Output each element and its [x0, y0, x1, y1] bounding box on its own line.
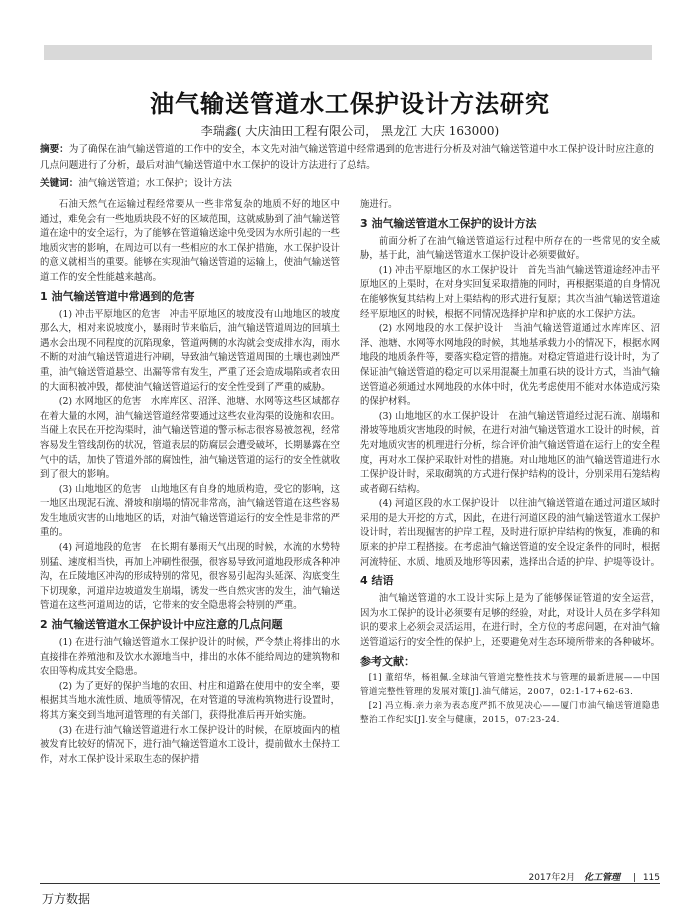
continued-text: 施进行。 — [360, 199, 398, 210]
reference-2: [2] 冯立梅.亲力亲为表态度严抓不放见决心——厦门市油气输送管道隐患整治工作纪实[J].安全与健康，2015，07:23-24. — [360, 701, 660, 726]
section-2-paragraph-1: (1) 在进行油气输送管道水工保护设计的时候，严令禁止将排出的水直接排在养殖池和及饮水水源地当中，排出的水体不能给周边的建筑物和农田等构成其安全隐患。 — [40, 637, 341, 678]
page-number: 115 — [642, 873, 660, 883]
right-column — [360, 198, 660, 727]
section-4-paragraph: 油气输送管道的水工设计实际上是为了能够保证管道的安全运营，因为水工保护的设计必须要有足够的经验，对此，对设计人员在多学科知识的要求上必须会灵活运用，在进行时，全方位的考虑问题，在对油气输送管道运行的安全性的保护上，还要避免对生态环境所带来的各种破坏。 — [360, 593, 661, 649]
section-3-paragraph-4: (4) 河道区段的水工保护设计 以往油气输送管道在通过河道区域时采用的是大开挖的方式，因此，在进行河道区段的油气输送管道水工保护设计时，若出现掘害的护岸工程，及时进行原护岸结构的恢复，准确的和原来的护岸工程搭接。在考虑油气输送管道的安全设定条件的同时，根据河流特征、水质、地质及地形等因素，选择出合适的护岸、护堤等设计。 — [360, 498, 661, 568]
section-3-intro: 前面分析了在油气输送管道运行过程中所存在的一些常见的安全威胁，基于此，油气输送管道水工保护设计必须要做好。 — [360, 235, 660, 262]
references-heading: 参考文献： — [360, 654, 415, 668]
author-line: 李瑞鑫( 大庆油田工程有限公司， 黑龙江 大庆 163000) — [200, 124, 500, 138]
section-4-heading: 4 结语 — [360, 574, 394, 588]
keywords-text: 油气输送管道；水工保护；设计方法 — [78, 178, 232, 189]
keywords-label: 关键词： — [40, 178, 79, 189]
section-3-paragraph-1: (1) 冲击平原地区的水工保护设计 首先当油气输送管道途经冲击平原地区的上渠时，在对身实回复采取措施的同时，再根据渠道的自身情况在能够恢复其结构上对上渠结构的形式进行复原；其次当油气输送管道途经平原地区的时候，根据不同情况选择护岸和护底的水工保护方法。 — [360, 264, 661, 320]
section-1-paragraph-4: (4) 河道地段的危害 在长期有暴雨天气出现的时候，水流的水势特别猛、速度相当快，再加上冲刷性很强，很容易导致河道地段形成各种冲沟，在丘陵地区冲沟的形成特别的常见，很容易引起沟头延深、沟底变生下切现象，河道岸边坡道发生崩塌，诱发一些自然灾害的发生，油气输送管道在这些河道周边的话，它带来的安全隐患将会特别的严重。 — [40, 542, 341, 612]
section-3-paragraph-2: (2) 水网地段的水工保护设计 当油气输送管道通过水库库区、沼泽、池塘、水网等水网地段的时候，其地基承载力小的情况下，根据水网地段的地质条件等，要落实稳定管的措施。对稳定管道进行设计时，为了保证油气输送管道的稳定可以采用混凝土加重石块的设计方式，当油气输送管道必须通过水网地段的水体中时，优先考虑使用不能对水体造成污染的保护材料。 — [360, 323, 661, 408]
section-3-paragraph-3: (3) 山地地区的水工保护设计 在油气输送管道经过泥石流、崩塌和滑坡等地质灾害地段的时候，在进行对油气输送管道水工设计的时候，首先对地质灾害的机理进行分析，综合评价油气输送管道在运行上的安全程度，再对水工保护采取针对性的措施。对山地地区的油气输送管道进行水工保护设计时，采取砌筑的方式进行保护结构的设计，分别采用石笼结构或者砌石结构。 — [360, 410, 661, 495]
reference-1: [1] 董绍华，杨祖佩.全球油气管道完整性技术与管理的最新进展——中国管道完整性管理的发展对策[J].油气储运，2007，02:1-17+62-63. — [360, 673, 660, 698]
header-bar — [44, 45, 652, 60]
section-2-heading: 2 油气输送管道水工保护设计中应注意的几点问题 — [40, 618, 283, 632]
footer-rule — [40, 883, 660, 884]
section-1-heading: 1 油气输送管道中常遇到的危害 — [40, 289, 195, 303]
intro-paragraph: 石油天然气在运输过程经常要从一些非常复杂的地质不好的地区中通过，难免会有一些地质块段不好的区域范围，这就威胁到了油气输送管道在途中的安全运行，为了能够在管道输送途中免受因为水所引起的一些地质灾害的影响，在周边可以有一些相应的水工保护措施，水工保护设计的意义就相当的重要。能够在实现油气输送管道的运输上，使油气输送管道工作的安全性能越来越高。 — [40, 199, 341, 283]
journal-name: 化工管理 — [584, 873, 621, 883]
source-watermark: 万方数据 — [42, 892, 91, 906]
article-title: 油气输送管道水工保护设计方法研究 — [150, 90, 550, 118]
section-1-paragraph-3: (3) 山地地区的危害 山地地区有自身的地质构造，受它的影响，这一地区出现泥石流、滑坡和崩塌的情况非常高，油气输送管道在这些容易发生地质灾害的山地地区的话，对油气输送管道运行的安全性是非常的严重的。 — [40, 483, 341, 539]
left-column — [40, 198, 340, 767]
page-footer — [528, 870, 660, 883]
abstract — [40, 142, 660, 174]
abstract-label: 摘要： — [40, 144, 69, 155]
section-1-paragraph-1: (1) 冲击平原地区的危害 冲击平原地区的坡度没有山地地区的坡度那么大，相对来说坡度小，暴雨时节来临后，油气输送管道周边的回填土遇水会出现不同程度的沉陷现象，管道两侧的水沟就会变成排水沟，雨水不断的对油气输送管道进行冲刷，导致油气输送管道周围的土壤也剥蚀严重，油气输送管道悬空、出漏等常有发生，严重了还会造成塌陷或者农田的大面积被冲毁，都使油气输送管道运行的安全性受到了严重的威胁。 — [40, 308, 341, 393]
footer-date: 2017年2月 — [528, 873, 576, 883]
section-1-paragraph-2: (2) 水网地区的危害 水库库区、沼泽、池塘、水网等这些区域都存在着大量的水网，油气输送管道经常要通过这些农业沟渠的设施和农田。当碰上农民在开挖沟渠时，油气输送管道的警示标志很容易被忽视，经常容易发生管线刮伤的状况，管道表层的防腐层会遭受破坏，长期暴露在空气中的话，加快了管道外部的腐蚀性，油气输送管道的运行的安全性就收到了很大的影响。 — [40, 396, 341, 481]
section-3-heading: 3 油气输送管道水工保护的设计方法 — [360, 216, 537, 230]
section-2-paragraph-3: (3) 在进行油气输送管道进行水工保护设计的时候，在原坡面内的植被发育比较好的情况下，进行油气输送管道水工设计，提前做水土保持工作，对水工保护设计采取生态的保护措 — [40, 724, 341, 765]
keywords — [40, 177, 660, 191]
section-2-paragraph-2: (2) 为了更好的保护当地的农田、村庄和道路在使用中的安全率，要根据其当地水流性质、地质等情况，在对管道的导流构筑物进行设置时，将其方案交到当地河道管理的有关部门，获得批准后再开始实施。 — [40, 680, 341, 721]
abstract-text: 为了确保在油气输送管道的工作中的安全，本文先对油气输送管道中经常遇到的危害进行分析及对油气输送管道中水工保护设计时应注意的几点问题进行了分析，最后对油气输送管道中水工保护的设计方法进行了总结。 — [40, 144, 654, 171]
footer-separator: | — [632, 873, 636, 883]
